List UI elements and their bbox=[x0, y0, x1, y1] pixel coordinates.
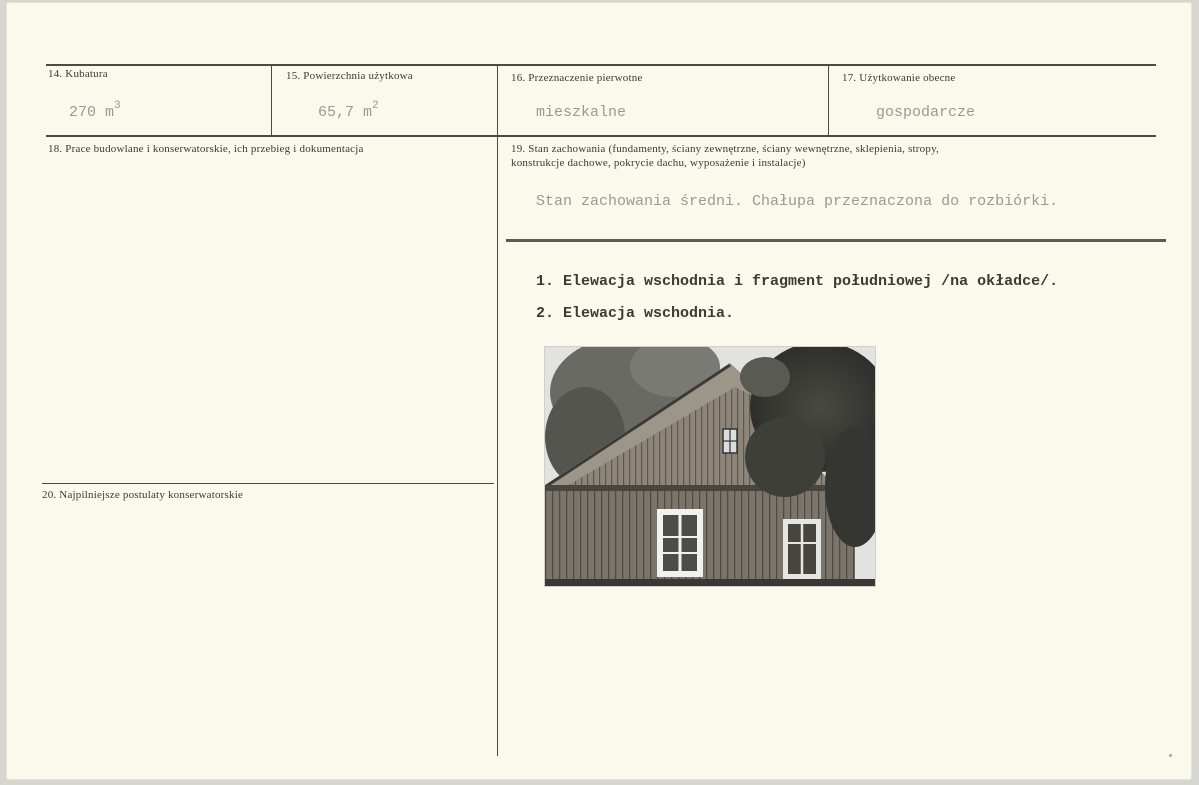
col-divider-1 bbox=[271, 66, 272, 136]
row-divider bbox=[46, 135, 1156, 137]
powierzchnia-label: 15. Powierzchnia użytkowa bbox=[286, 70, 413, 82]
col-divider-2 bbox=[497, 66, 498, 756]
uzytkowanie-label: 17. Użytkowanie obecne bbox=[842, 72, 956, 84]
uzytkowanie-value: gospodarcze bbox=[876, 104, 976, 121]
photo-caption-2: 2. Elewacja wschodnia. bbox=[536, 305, 735, 322]
kubatura-label: 14. Kubatura bbox=[48, 68, 108, 80]
window-right bbox=[783, 519, 821, 579]
przeznaczenie-label: 16. Przeznaczenie pierwotne bbox=[511, 72, 643, 84]
top-rule bbox=[46, 64, 1156, 66]
powierzchnia-value: 65,7 $m^2$ bbox=[318, 100, 379, 121]
przeznaczenie-value: mieszkalne bbox=[536, 104, 627, 121]
postulaty-label: 20. Najpilniejsze postulaty konserwatorskie bbox=[42, 489, 244, 501]
photo-caption-1: 1. Elewacja wschodnia i fragment południowej /na okładce/. bbox=[536, 273, 1059, 290]
prace-label: 18. Prace budowlane i konserwatorskie, ich przebieg i dokumentacja bbox=[48, 143, 364, 155]
kubatura-value: 270 $m^3$ bbox=[69, 100, 121, 121]
stan-value: Stan zachowania średni. Chałupa przeznaczona do rozbiórki. bbox=[536, 193, 1059, 210]
window-left bbox=[657, 509, 703, 577]
cottage-photo-illustration bbox=[545, 347, 875, 586]
speck bbox=[1169, 754, 1172, 757]
cottage-photo bbox=[545, 347, 875, 586]
col-divider-3 bbox=[828, 66, 829, 136]
stan-label-line1: 19. Stan zachowania (fundamenty, ściany zewnętrzne, ściany wewnętrzne, sklepienia, stropy, bbox=[511, 143, 940, 155]
section-20-divider bbox=[42, 483, 494, 484]
stan-label-line2: konstrukcje dachowe, pokrycie dachu, wyposażenie i instalacje) bbox=[511, 157, 806, 169]
typed-separator bbox=[506, 239, 1166, 242]
